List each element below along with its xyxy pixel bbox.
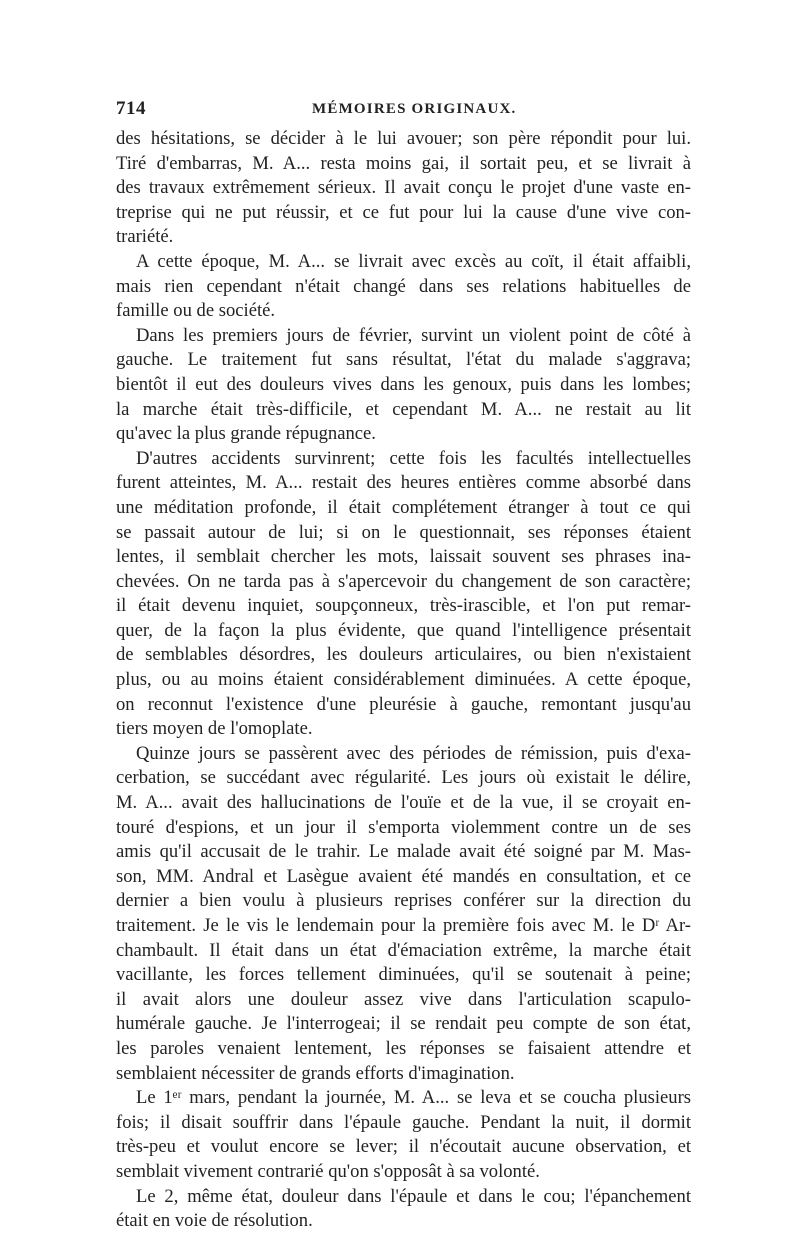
- text-line: la marche était très-difficile, et cependant M. A... ne restait au lit: [116, 398, 691, 420]
- paragraph: [116, 1185, 691, 1234]
- text-line: cerbation, se succédant avec régularité. Les jours où existait le délire,: [116, 767, 691, 789]
- text-line: Tiré d'embarras, M. A... resta moins gai, il sortait peu, et se livrait à: [116, 152, 691, 174]
- text-line: de semblables désordres, les douleurs articulaires, ou bien n'existaient: [116, 644, 691, 666]
- text-line: traitement. Je le vis le lendemain pour la première fois avec M. le Dʳ Ar-: [116, 915, 691, 936]
- text-line: qu'avec la plus grande répugnance.: [116, 423, 376, 445]
- text-line: semblaient nécessiter de grands efforts d'imagination.: [116, 1062, 515, 1084]
- running-title: MÉMOIRES ORIGINAUX.: [312, 101, 517, 117]
- text-line: M. A... avait des hallucinations de l'ouïe et de la vue, il se croyait en-: [116, 792, 691, 814]
- text-line: très-peu et voulut encore se lever; il n'écoutait aucune observation, et: [116, 1136, 691, 1158]
- text-line: vacillante, les forces tellement diminuées, qu'il se soutenait à peine;: [116, 964, 691, 986]
- text-line: treprise qui ne put réussir, et ce fut pour lui la cause d'une vive con-: [116, 201, 691, 223]
- paragraph: [116, 742, 691, 1086]
- text-line: gauche. Le traitement fut sans résultat, l'état du malade s'aggrava;: [116, 349, 691, 371]
- text-line: Dans les premiers jours de février, survint un violent point de côté à: [136, 324, 691, 346]
- text-line: tiers moyen de l'omoplate.: [116, 718, 313, 740]
- text-line: trariété.: [116, 226, 174, 248]
- text-line: son, MM. Andral et Lasègue avaient été mandés en consultation, et ce: [116, 865, 691, 887]
- text-line: D'autres accidents survinrent; cette fois les facultés intellectuelles: [136, 447, 691, 469]
- text-line: il était devenu inquiet, soupçonneux, très-irascible, et l'on put remar-: [116, 595, 691, 617]
- paragraph: [116, 324, 691, 447]
- text-line: plus, ou au moins étaient considérablement diminuées. A cette époque,: [116, 669, 691, 691]
- text-line: chambault. Il était dans un état d'émaciation extrême, la marche était: [116, 939, 691, 961]
- text-line: furent atteintes, M. A... restait des heures entières comme absorbé dans: [116, 472, 691, 494]
- text-line: touré d'espions, et un jour il s'emporta violemment contre un de ses: [116, 816, 691, 838]
- text-line: amis qu'il accusait de le trahir. Le malade avait été soigné par M. Mas-: [116, 841, 691, 863]
- text-line: chevées. On ne tarda pas à s'apercevoir du changement de son caractère;: [116, 570, 691, 592]
- text-line: mais rien cependant n'était changé dans ses relations habituelles de: [116, 275, 691, 297]
- text-line: était en voie de résolution.: [116, 1210, 313, 1232]
- paragraph: [116, 447, 691, 742]
- body-text: [116, 127, 691, 1234]
- text-line: les paroles venaient lentement, les réponses se faisaient attendre et: [116, 1037, 691, 1059]
- page-number: 714: [116, 98, 146, 119]
- text-line: on reconnut l'existence d'une pleurésie à gauche, remontant jusqu'au: [116, 693, 691, 715]
- text-line: humérale gauche. Je l'interrogeai; il se rendait peu compte de son état,: [116, 1013, 691, 1035]
- text-line: Quinze jours se passèrent avec des périodes de rémission, puis d'exa-: [136, 742, 691, 764]
- paragraph: [116, 1086, 691, 1184]
- text-line: lentes, il semblait chercher les mots, laissait souvent ses phrases ina-: [116, 546, 691, 568]
- text-line: il avait alors une douleur assez vive dans l'articulation scapulo-: [116, 988, 691, 1010]
- text-line: famille ou de société.: [116, 300, 276, 322]
- page-header: [116, 98, 689, 128]
- text-line: une méditation profonde, il était complétement étranger à tout ce qui: [116, 496, 691, 518]
- text-line: des hésitations, se décider à le lui avouer; son père répondit pour lui.: [116, 128, 691, 149]
- text-line: semblait vivement contrarié qu'on s'opposât à sa volonté.: [116, 1160, 540, 1182]
- text-line: A cette époque, M. A... se livrait avec excès au coït, il était affaibli,: [136, 250, 691, 272]
- text-line: fois; il disait souffrir dans l'épaule gauche. Pendant la nuit, il dormit: [116, 1111, 691, 1133]
- text-line: se passait autour de lui; si on le questionnait, ses réponses étaient: [116, 521, 691, 543]
- text-line: dernier a bien voulu à plusieurs reprises conférer sur la direction du: [116, 890, 691, 912]
- text-line: Le 1ᵉʳ mars, pendant la journée, M. A... se leva et se coucha plusieurs: [136, 1087, 691, 1109]
- text-line: bientôt il eut des douleurs vives dans les genoux, puis dans les lombes;: [116, 373, 691, 395]
- paragraph: [116, 250, 691, 324]
- text-line: Le 2, même état, douleur dans l'épaule et dans le cou; l'épanchement: [136, 1185, 691, 1207]
- paragraph: [116, 127, 691, 250]
- text-line: quer, de la façon la plus évidente, que quand l'intelligence présentait: [116, 619, 691, 641]
- text-line: des travaux extrêmement sérieux. Il avait conçu le projet d'une vaste en-: [116, 177, 691, 199]
